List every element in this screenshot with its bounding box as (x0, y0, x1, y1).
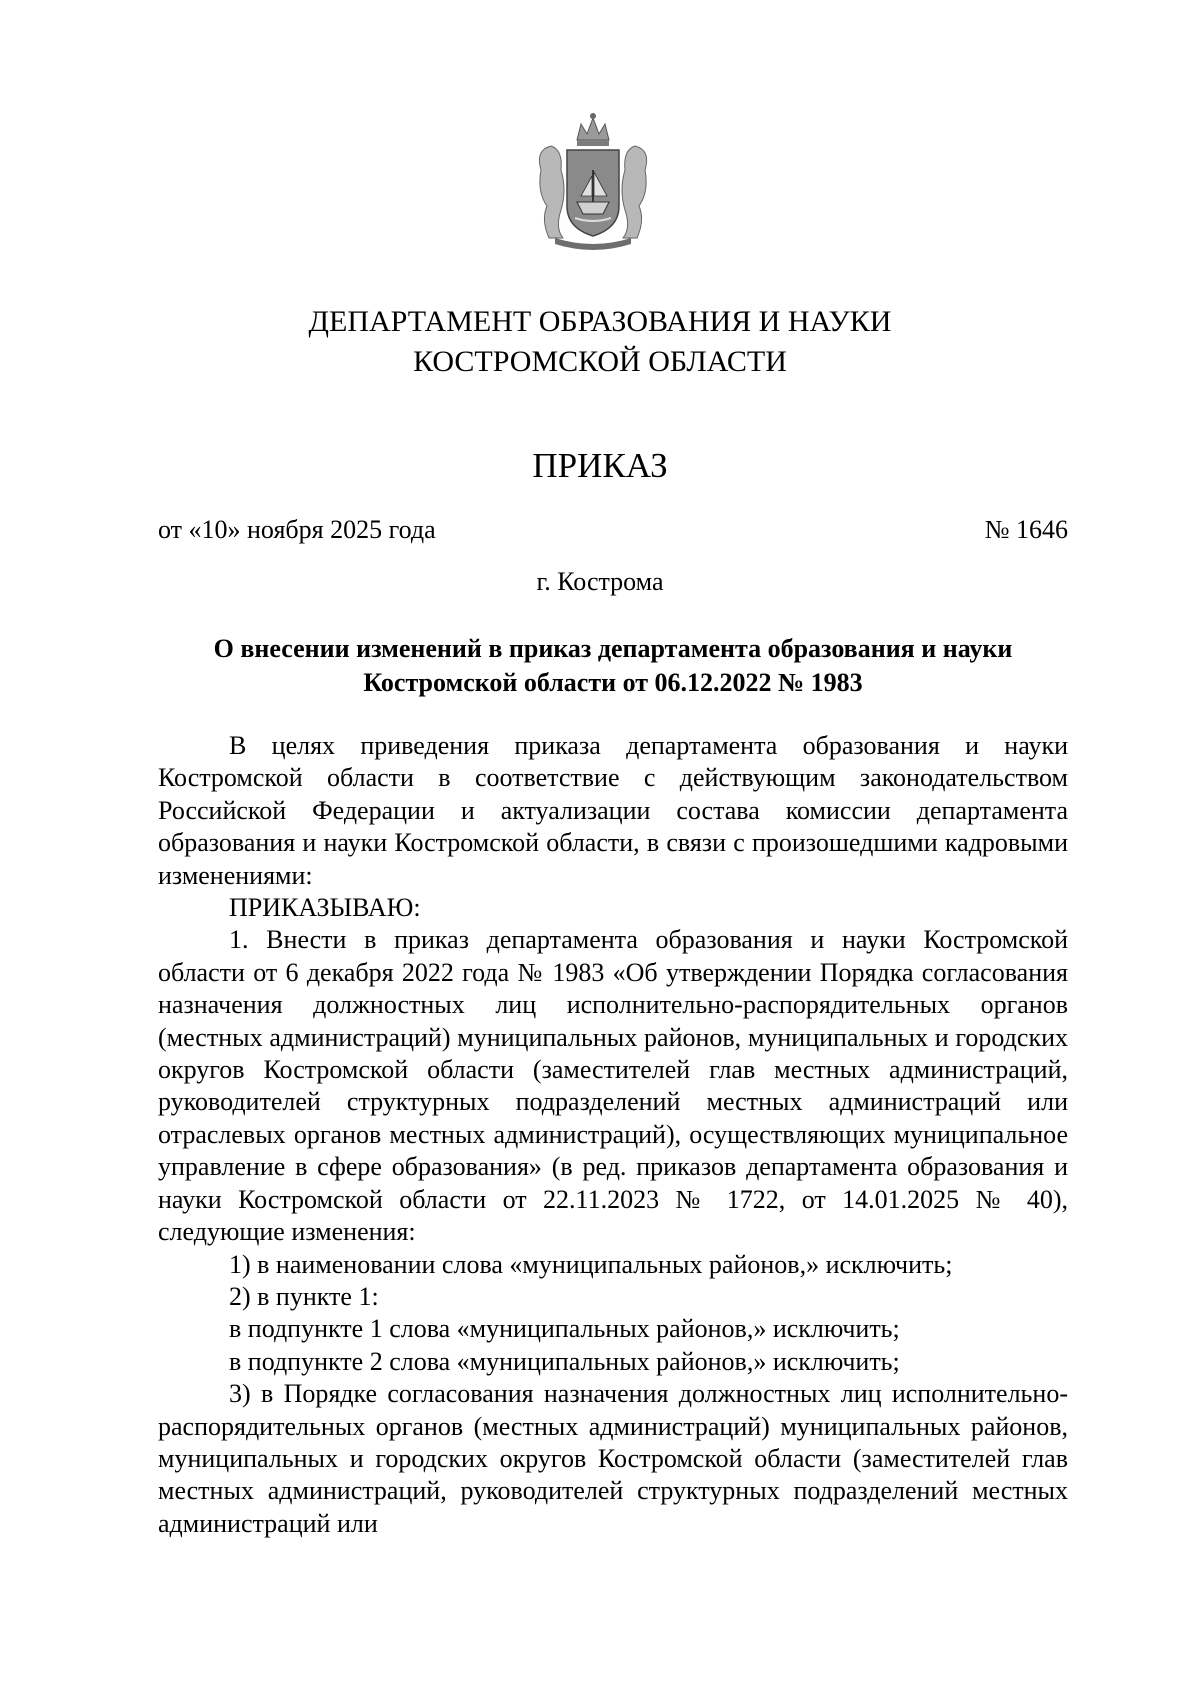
kostroma-coat-of-arms-icon (533, 110, 653, 250)
subject-line-2: Костромской области от 06.12.2022 № 1983 (363, 668, 863, 697)
subclause-2-item-2: в подпункте 2 слова «муниципальных районов,» исключить; (229, 1346, 900, 1376)
subclause-1: 1) в наименовании слова «муниципальных районов,» исключить; (229, 1249, 953, 1279)
clause-1-paragraph: 1. Внести в приказ департамента образования и науки Костромской области от 6 декабря 2022 года № 1983 «Об утверждении Порядка согласования назначения должностных лиц исполнительно-распорядительных органов (местных администраций) муниципальных районов, муниципальных и городских округов Костромской области (заместителей глав местных администраций, руководителей структурных подразделений местных администраций или отраслевых органов местных администраций), осуществляющих муниципальное управление в сфере образования» (в ред. приказов департамента образования и науки Костромской области от 22.11.2023 № 1722, от 14.01.2025 № 40), следующие изменения: (158, 925, 1068, 1247)
order-subject (158, 632, 1068, 700)
department-name (0, 302, 1200, 382)
order-body (158, 730, 1068, 1540)
subject-line-1: О внесении изменений в приказ департамента образования и науки (213, 634, 1013, 663)
order-number: № 1646 (984, 515, 1068, 544)
preamble-paragraph: В целях приведения приказа департамента образования и науки Костромской области в соответствие с действующим законодательством Российской Федерации и актуализации состава комиссии департамента образования и науки Костромской области, в связи с произошедшими кадровыми изменениями: (158, 731, 1068, 890)
subclause-2: 2) в пункте 1: (229, 1281, 379, 1311)
subclause-2-item-1: в подпункте 1 слова «муниципальных районов,» исключить; (229, 1314, 900, 1344)
order-date: от «10» ноября 2025 года (158, 515, 436, 544)
department-line-2: КОСТРОМСКОЙ ОБЛАСТИ (413, 345, 787, 378)
order-city: г. Кострома (536, 567, 664, 596)
order-directive: ПРИКАЗЫВАЮ: (229, 893, 421, 923)
document-title: ПРИКАЗ (532, 446, 668, 485)
department-line-1: ДЕПАРТАМЕНТ ОБРАЗОВАНИЯ И НАУКИ (308, 305, 892, 338)
subclause-3: 3) в Порядке согласования назначения должностных лиц исполнительно-распорядительных органов (местных администраций) муниципальных районов, муниципальных и городских округов Костромской области (заместителей глав местных администраций, руководителей структурных подразделений местных администраций или (158, 1379, 1068, 1538)
